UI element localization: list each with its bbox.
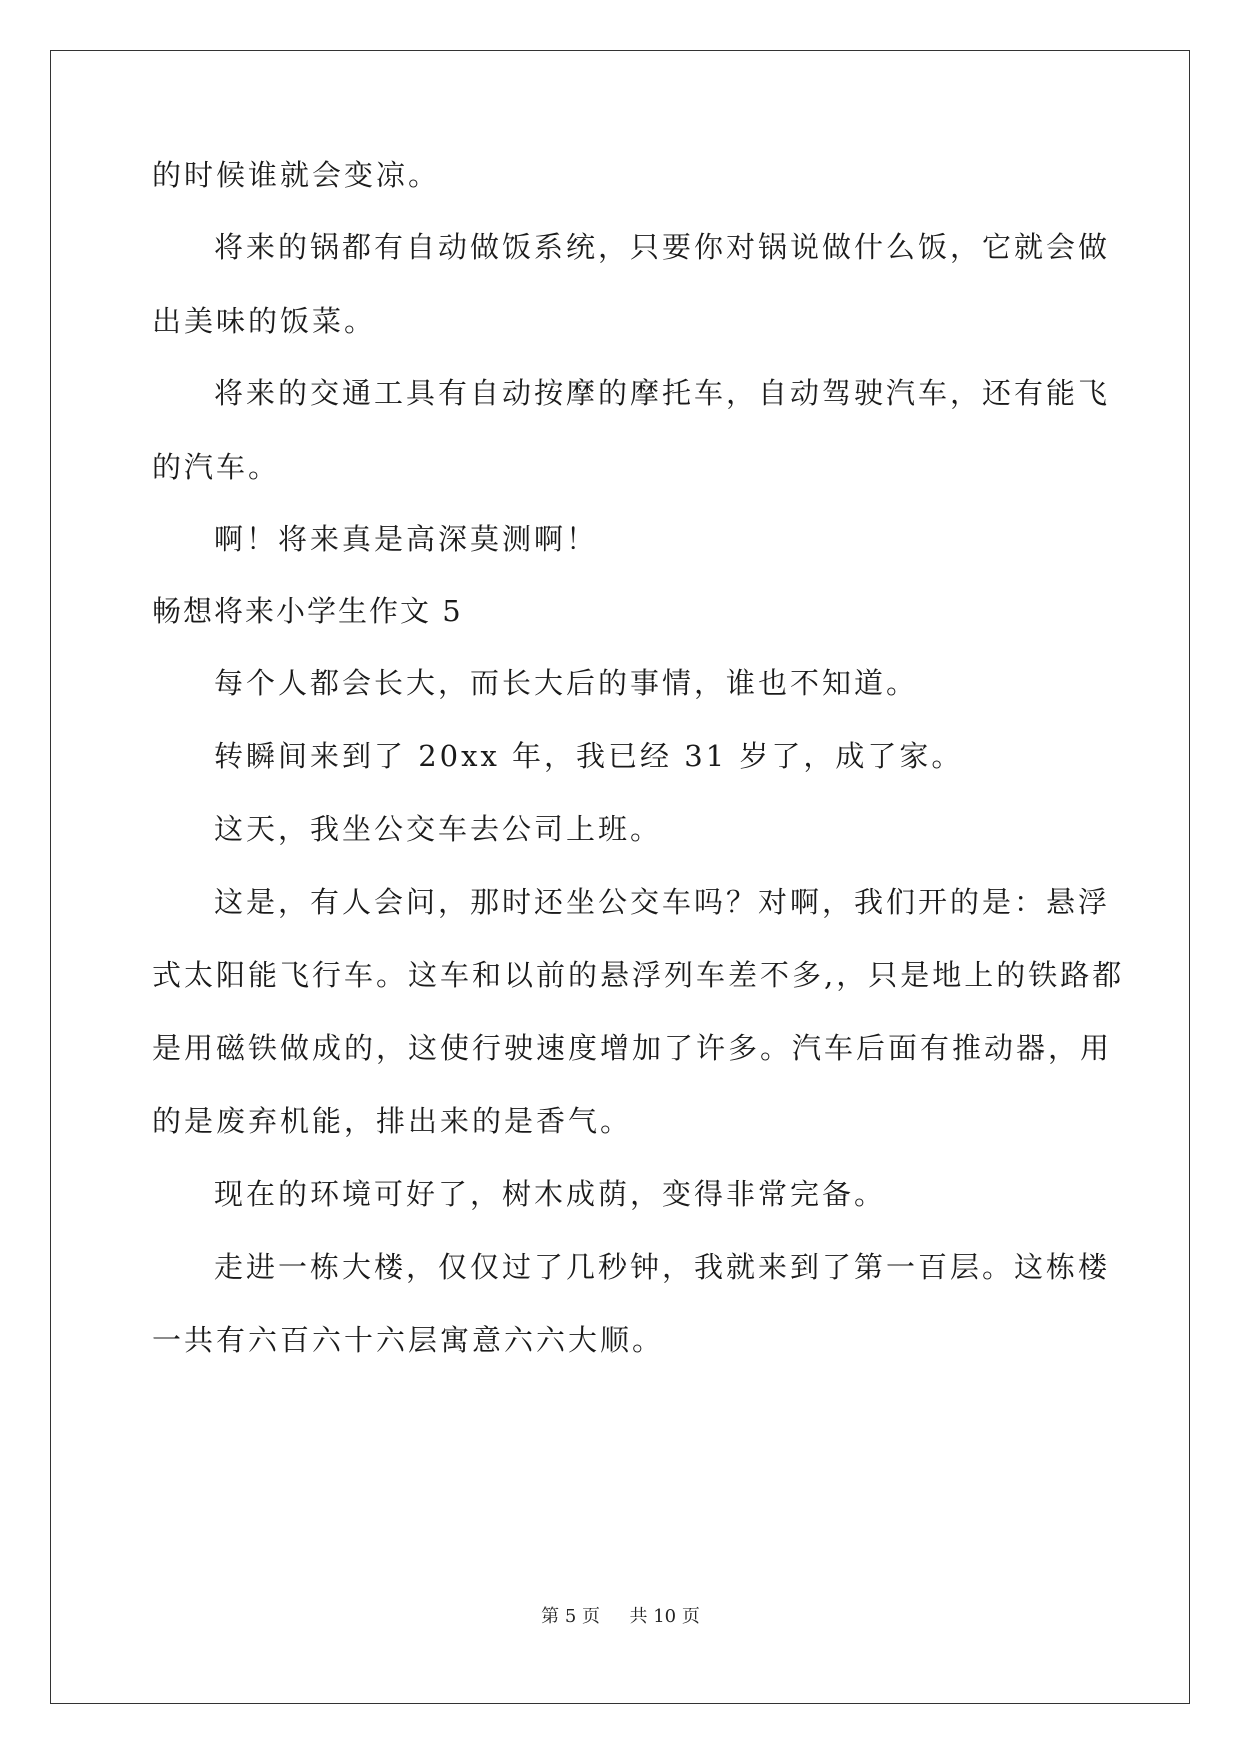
paragraph-first-line: 将来的交通工具有自动按摩的摩托车，自动驾驶汽车，还有能飞 — [214, 376, 1111, 410]
paragraph-first-line: 这天，我坐公交车去公司上班。 — [214, 812, 663, 846]
text-line: 出美味的饭菜。 — [152, 304, 377, 338]
paragraph-first-line: 这是，有人会问，那时还坐公交车吗？对啊，我们开的是：悬浮 — [214, 885, 1111, 919]
text-line: 是用磁铁做成的，这使行驶速度增加了许多。汽车后面有推动器，用 — [152, 1031, 1113, 1065]
page-number-current: 第 5 页 — [541, 1606, 601, 1627]
paragraph-first-line: 将来的锅都有自动做饭系统，只要你对锅说做什么饭，它就会做 — [214, 230, 1111, 264]
page-number-total: 共 10 页 — [629, 1606, 700, 1627]
section-heading: 畅想将来小学生作文 5 — [152, 594, 463, 628]
paragraph-first-line: 走进一栋大楼，仅仅过了几秒钟，我就来到了第一百层。这栋楼 — [214, 1250, 1111, 1284]
page-footer — [0, 1602, 1241, 1628]
paragraph-first-line: 啊！将来真是高深莫测啊！ — [214, 522, 599, 556]
text-line: 的汽车。 — [152, 450, 281, 484]
text-line: 式太阳能飞行车。这车和以前的悬浮列车差不多,，只是地上的铁路都 — [152, 958, 1125, 992]
paragraph-first-line: 转瞬间来到了 20xx 年，我已经 31 岁了，成了家。 — [214, 739, 964, 773]
text-line: 的时候谁就会变凉。 — [152, 158, 441, 192]
text-line: 的是废弃机能，排出来的是香气。 — [152, 1104, 633, 1138]
paragraph-first-line: 每个人都会长大，而长大后的事情，谁也不知道。 — [214, 666, 919, 700]
page-border — [50, 50, 1190, 1704]
text-line: 一共有六百六十六层寓意六六大顺。 — [152, 1323, 665, 1357]
paragraph-first-line: 现在的环境可好了，树木成荫，变得非常完备。 — [214, 1177, 887, 1211]
